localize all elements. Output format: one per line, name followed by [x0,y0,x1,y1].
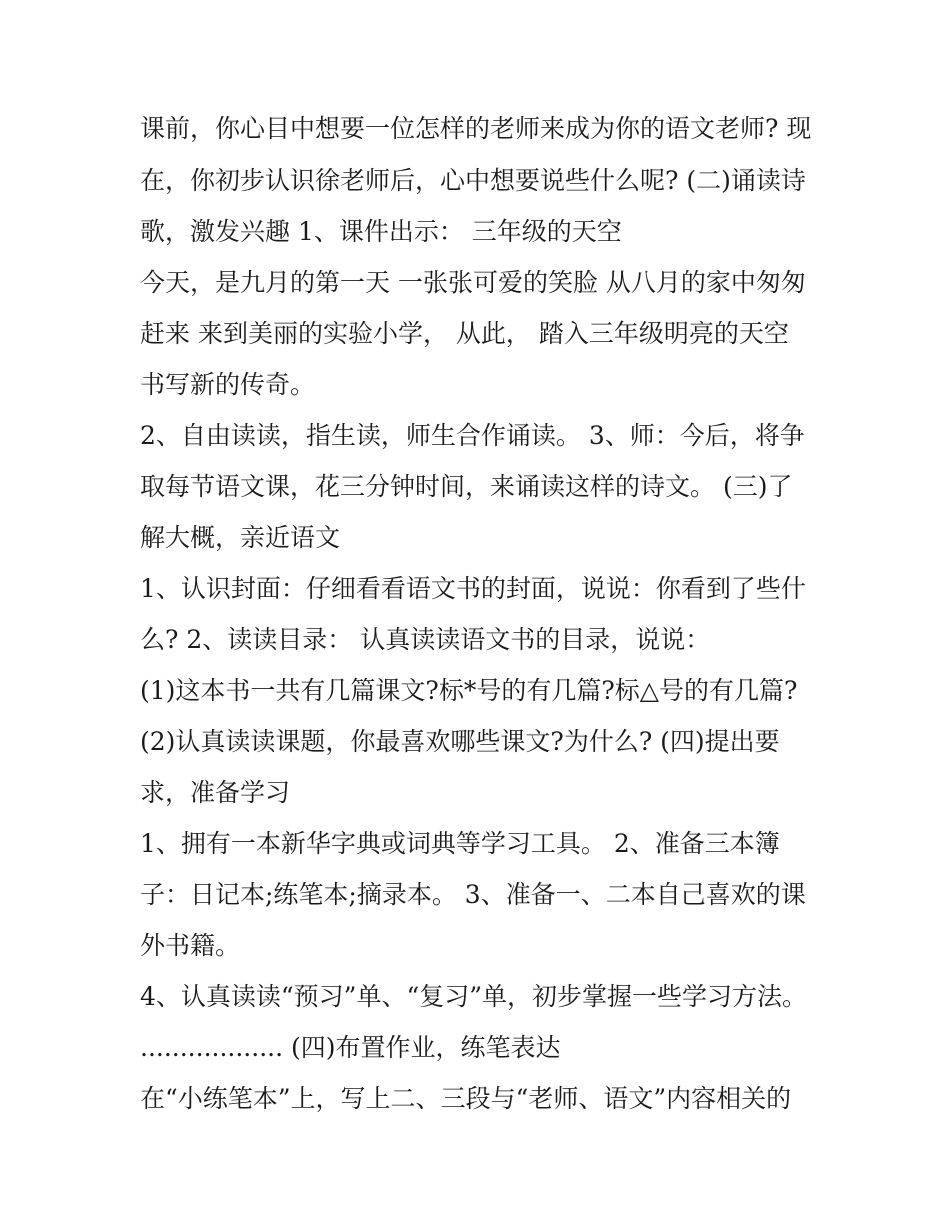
text-line: 课前，你心目中想要一位怎样的老师来成为你的语文老师? 现 [140,114,812,143]
text-line: 赶来 来到美丽的实验小学， 从此， 踏入三年级明亮的天空 [140,319,789,348]
text-line: 子：日记本;练笔本;摘录本。 3、准备一、二本自己喜欢的课 [140,880,806,909]
text-line: 么? 2、读读目录： 认真读读语文书的目录，说说： [140,625,711,654]
text-line: 求，准备学习 [140,778,291,807]
text-line: 1、认识封面：仔细看看语文书的封面，说说：你看到了些什 [140,574,806,603]
text-line: 歌，激发兴趣 1、课件出示： 三年级的天空 [140,217,622,246]
text-line: 在“小练笔本”上，写上二、三段与“老师、语文”内容相关的 [140,1084,792,1113]
text-line: 2、自由读读，指生读，师生合作诵读。 3、师：今后，将争 [140,421,805,450]
text-line: (1)这本书一共有几篇课文?标*号的有几篇?标△号的有几篇? [140,676,798,705]
text-line: 书写新的传奇。 [140,370,316,399]
text-line: 取每节语文课，花三分钟时间，来诵读这样的诗文。 (三)了 [140,472,793,501]
text-line: 外书籍。 [140,931,241,960]
text-line: 今天，是九月的第一天 一张张可爱的笑脸 从八月的家中匆匆 [140,268,806,297]
text-line: 1、拥有一本新华字典或词典等学习工具。 2、准备三本簿 [140,829,780,858]
text-line: 在，你初步认识徐老师后，心中想要说些什么呢? (二)诵读诗 [140,166,806,195]
text-line: 解大概，亲近语文 [140,523,341,552]
text-line: (2)认真读读课题，你最喜欢哪些课文?为什么? (四)提出要 [140,727,780,756]
text-line: 4、认真读读“预习”单、“复习”单，初步掌握一些学习方法。 [140,982,808,1011]
text-line: .................. (四)布置作业，练笔表达 [140,1033,561,1062]
